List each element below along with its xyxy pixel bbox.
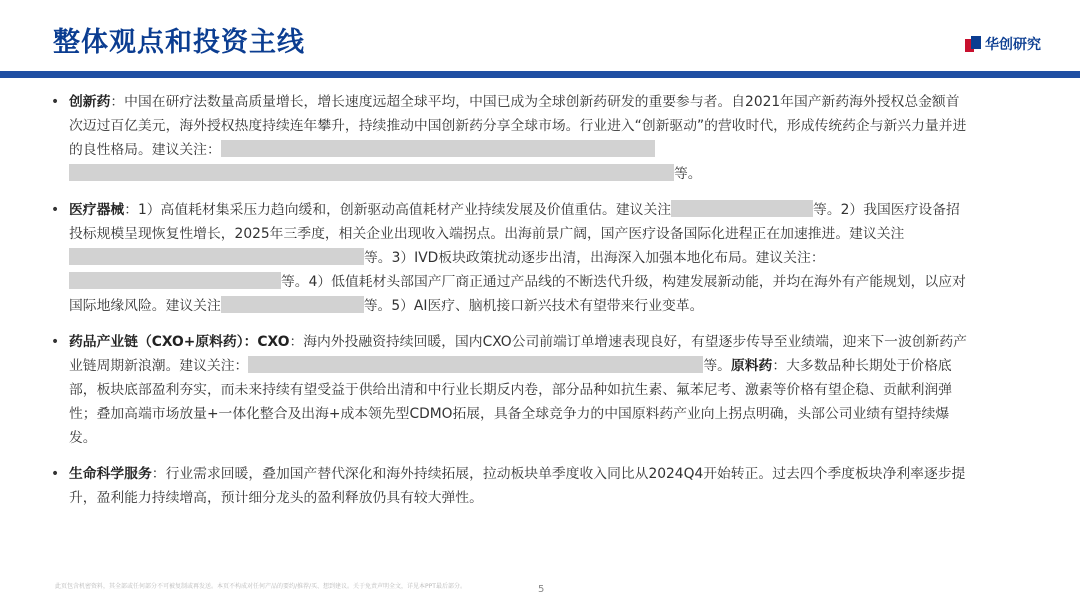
bullet-dot-icon: • — [51, 466, 60, 482]
bullet-pharma-chain — [51, 330, 973, 450]
redacted-block — [221, 296, 364, 313]
bullet-medical-devices — [51, 198, 973, 318]
bullet-text: ：行业需求回暖，叠加国产替代深化和海外持续拓展，拉动板块单季度收入同比从2024Q4开始转正。过去四个季度板块净利率逐步提升，盈利能力持续增高，预计细分龙头的盈利释放仍具有较大弹性。 — [69, 466, 966, 506]
logo-text: 华创研究 — [985, 37, 1041, 53]
bullet-heading: 药品产业链（CXO+原料药）：CXO — [69, 334, 290, 350]
bullet-subheading: 原料药 — [730, 358, 773, 374]
redacted-block — [221, 140, 655, 157]
bullet-heading: 生命科学服务 — [69, 466, 152, 482]
bullet-text: 等。5）AI医疗、脑机接口新兴技术有望带来行业变革。 — [363, 298, 704, 314]
redacted-block — [69, 248, 364, 265]
redacted-block — [248, 356, 703, 373]
bullet-dot-icon: • — [51, 94, 60, 110]
bullet-text: ：1）高值耗材集采压力趋向缓和，创新驱动高值耗材产业持续发展及价值重估。建议关注 — [124, 202, 672, 218]
bullet-dot-icon: • — [51, 334, 60, 350]
logo-mark-icon — [965, 36, 981, 52]
bullet-dot-icon: • — [51, 202, 60, 218]
bullet-text: 等。4）低值耗材头部国产厂商正通过产品线的不断迭代升级，构建发展新动能，并均在海外有产能规划，以应对国际地缘风险。建议关注 — [69, 274, 966, 314]
bullet-life-science — [51, 462, 973, 510]
bullet-text: ：海内外投融资持续回暖，国内CXO公司前端订单增速表现良好，有望逐步传导至业绩端，迎来下一波创新药产业链周期新浪潮。建议关注： — [69, 334, 967, 374]
bullet-text: 等。 — [703, 358, 731, 374]
disclaimer-note: 此页包含机密资料，其全部或任何部分不可被复制或再发送。本页不构成对任何产品的要约/推荐/买、想到建议。关于免责声明全文，详见本PPT最后部分。 — [55, 583, 466, 590]
bullet-heading: 医疗器械 — [69, 202, 125, 218]
bullet-text: ：大多数品种长期处于价格底部，板块底部盈利夯实，而未来持续有望受益于供给出清和中行业长期反内卷，部分品种如抗生素、氟苯尼考、激素等价格有望企稳、贡献利润弹性；叠加高端市场放量+一体化整合及出海+成本领先型CDMO拓展，具备全球竞争力的中国原料药产业向上拐点明确，头部公司业绩有望持续爆发。 — [69, 358, 952, 446]
redacted-block — [69, 272, 281, 289]
page-number: 5 — [538, 584, 545, 595]
page-title: 整体观点和投资主线 — [53, 27, 305, 58]
bullet-heading: 创新药 — [69, 94, 111, 110]
content-body — [51, 90, 973, 522]
bullet-text: 等。2）我国医疗设备招投标规模呈现恢复性增长，2025年三季度，相关企业出现收入端拐点。出海前景广阔，国产医疗设备国际化进程正在加速推进。建议关注 — [69, 202, 960, 242]
brand-logo — [965, 34, 1041, 54]
bullet-text: 等。3）IVD板块政策扰动逐步出清，出海深入加强本地化布局。建议关注： — [364, 250, 825, 266]
bullet-innovative-drugs — [51, 90, 973, 186]
bullet-text: 等。 — [674, 166, 702, 182]
redacted-block — [671, 200, 813, 217]
bullet-text: ：中国在研疗法数量高质量增长，增长速度远超全球平均，中国已成为全球创新药研发的重要参与者。自2021年国产新药海外授权总金额首次迈过百亿美元，海外授权热度持续连年攀升，持续推动中国创新药分享全球市场。行业进入“创新驱动”的营收时代，形成传统药企与新兴力量并进的良性格局。建议关注： — [69, 94, 967, 158]
redacted-block — [69, 164, 674, 181]
header-divider — [0, 71, 1080, 78]
